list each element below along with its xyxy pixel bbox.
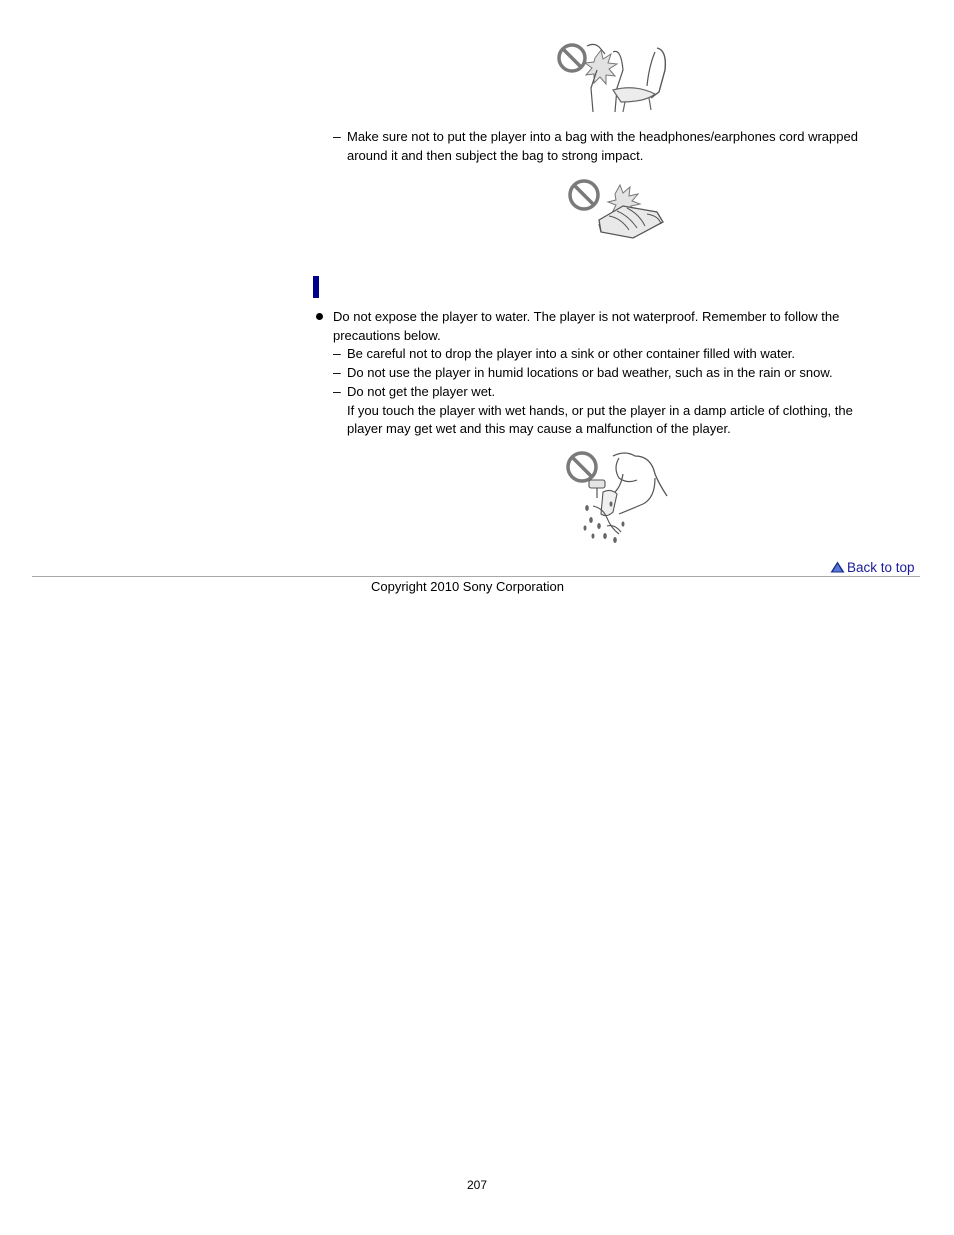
bag-warning-line-2: around it and then subject the bag to strong impact. [347, 148, 644, 163]
no-sign-icon [570, 181, 598, 209]
triangle-up-icon [830, 561, 845, 573]
illustration-wet-hands [563, 448, 671, 546]
footer-divider [32, 576, 920, 577]
no-sign-icon [568, 453, 596, 481]
water-sub-item-3-detail-2: player may get wet and this may cause a malfunction of the player. [347, 421, 731, 436]
water-sub-item-3: Do not get the player wet. [347, 384, 496, 399]
water-sub-item-2: Do not use the player in humid locations or bad weather, such as in the rain or snow. [347, 365, 833, 380]
dash-marker: – [333, 383, 341, 399]
illustration-bag-impact [565, 176, 670, 246]
water-warning-line-2: precautions below. [333, 328, 441, 343]
water-sub-item-3-detail-1: If you touch the player with wet hands, or put the player in a damp article of clothing, the [347, 403, 853, 418]
page-number: 207 [466, 1178, 488, 1192]
bag-warning-line-1: Make sure not to put the player into a bag with the headphones/earphones cord wrapped [347, 129, 858, 144]
wet-hands-drawing [563, 448, 671, 546]
dash-marker: – [333, 364, 341, 380]
back-to-top-link[interactable] [830, 558, 915, 576]
section-heading-bar [313, 276, 319, 298]
water-warning-line-1: Do not expose the player to water. The player is not waterproof. Remember to follow the [333, 309, 840, 324]
dash-marker: – [333, 128, 341, 144]
no-sign-icon [559, 45, 585, 71]
copyright-text: Copyright 2010 Sony Corporation [371, 579, 564, 594]
bullet-marker [316, 313, 323, 320]
back-to-top-label: Back to top [847, 559, 915, 575]
bag-impact-drawing [565, 176, 670, 246]
illustration-chair-impact [555, 40, 675, 115]
water-sub-item-1: Be careful not to drop the player into a sink or other container filled with water. [347, 346, 796, 361]
dash-marker: – [333, 345, 341, 361]
chair-impact-drawing [555, 40, 675, 115]
